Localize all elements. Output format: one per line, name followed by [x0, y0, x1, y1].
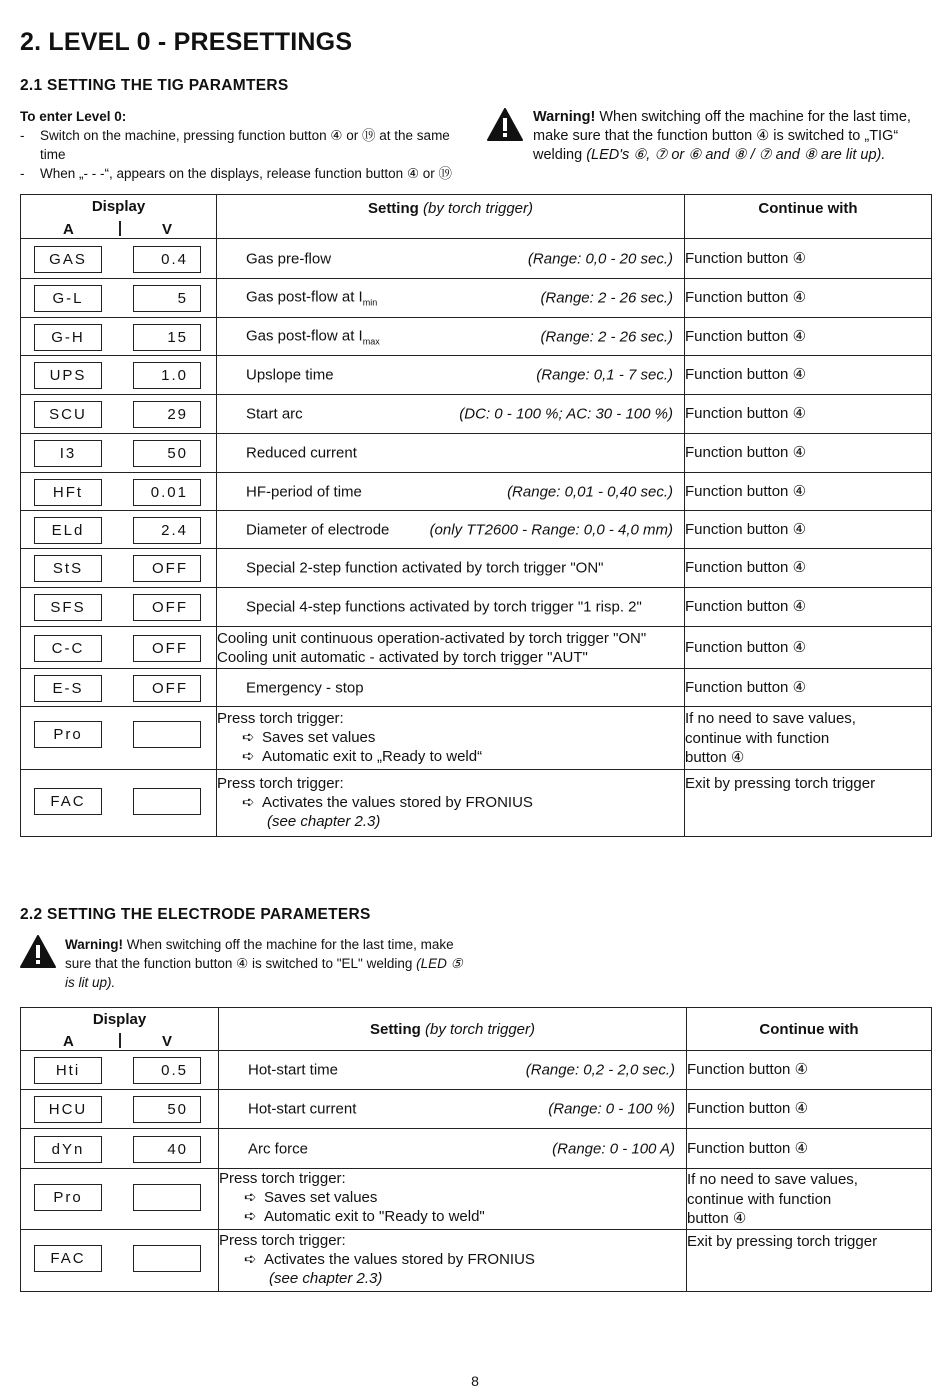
display-cell	[21, 770, 217, 837]
table-row	[21, 549, 932, 588]
display-v: 15	[133, 324, 201, 351]
table-row	[21, 473, 932, 511]
display-v: 50	[133, 440, 201, 467]
display-cell	[21, 1051, 219, 1090]
display-a: E-S	[34, 675, 102, 702]
continue-cell: Exit by pressing torch trigger	[685, 770, 932, 837]
setting-name: Arc force	[248, 1140, 309, 1157]
setting-cell	[217, 669, 685, 707]
continue-cell: Function button ④	[687, 1090, 932, 1129]
table-row-pro	[21, 707, 932, 770]
display-a: UPS	[34, 362, 102, 389]
setting-range: (Range: 0,0 - 20 sec.)	[527, 250, 673, 267]
table-row	[21, 395, 932, 434]
display-a: dYn	[34, 1136, 102, 1163]
display-cell	[21, 395, 217, 434]
setting-range: (Range: 0,2 - 2,0 sec.)	[525, 1061, 675, 1079]
table-row	[21, 1090, 932, 1129]
display-a: FAC	[34, 788, 102, 815]
setting-range: (only TT2600 - Range: 0,0 - 4,0 mm)	[429, 521, 673, 538]
display-v: OFF	[133, 675, 201, 702]
display-v: OFF	[133, 555, 201, 582]
setting-subscript: min	[362, 297, 378, 308]
table-header	[21, 1008, 932, 1051]
setting-range: (Range: 2 - 26 sec.)	[540, 289, 673, 307]
table-row	[21, 279, 932, 318]
display-cell	[21, 318, 217, 356]
setting-subscript: max	[362, 336, 380, 346]
continue-cell: Function button ④	[685, 627, 932, 669]
display-cell	[21, 1229, 219, 1291]
table-row	[21, 511, 932, 549]
table-row	[21, 669, 932, 707]
setting-cell	[217, 318, 685, 356]
display-v	[133, 721, 201, 748]
setting-range: (Range: 2 - 26 sec.)	[540, 328, 673, 345]
setting-range: (Range: 0 - 100 A)	[552, 1140, 675, 1157]
setting-cell	[217, 511, 685, 549]
display-cell	[21, 669, 217, 707]
warning-icon	[487, 108, 523, 142]
table-row	[21, 239, 932, 279]
display-v	[133, 788, 201, 815]
display-cell	[21, 1169, 219, 1230]
table-row	[21, 434, 932, 473]
setting-name: Diameter of electrode	[246, 521, 390, 538]
display-a: HFt	[34, 479, 102, 506]
display-v: 29	[133, 401, 201, 428]
table-row	[21, 356, 932, 395]
intro-item: - When „- - -“, appears on the displays, release function button ④ or ⑲	[20, 166, 453, 181]
display-cell	[21, 473, 217, 511]
table-row-pro	[21, 1169, 932, 1230]
display-a: FAC	[34, 1245, 102, 1272]
display-a: G-H	[34, 324, 102, 351]
arrow-icon: ➪	[244, 1250, 257, 1268]
setting-cell: Press torch trigger: ➪ Activates the values stored by FRONIUS (see chapter 2.3)	[219, 1229, 687, 1291]
setting-cell	[217, 434, 685, 473]
setting-cell	[217, 588, 685, 627]
display-cell	[21, 239, 217, 279]
setting-cell	[217, 395, 685, 434]
continue-cell: Function button ④	[685, 511, 932, 549]
setting-header: Setting (by torch trigger)	[219, 1008, 687, 1051]
display-a: SCU	[34, 401, 102, 428]
display-cell	[21, 588, 217, 627]
continue-cell: Function button ④	[685, 588, 932, 627]
display-cell	[21, 356, 217, 395]
arrow-icon: ➪	[244, 1189, 257, 1206]
setting-cell: Cooling unit continuous operation-activated by torch trigger "ON" Cooling unit automatic - activated by torch trigger "AUT"	[217, 627, 685, 669]
section-heading-tig: 2.1 SETTING THE TIG PARAMTERS	[20, 77, 289, 94]
display-a: I3	[34, 440, 102, 467]
setting-name: Hot-start current	[248, 1100, 357, 1118]
arrow-icon: ➪	[242, 794, 255, 811]
continue-cell: Function button ④	[685, 434, 932, 473]
table-row	[21, 588, 932, 627]
setting-name: Start arc	[246, 405, 303, 423]
intro-item: - Switch on the machine, pressing function button ④ or ⑲ at the same time	[20, 128, 450, 162]
display-a: Pro	[34, 1184, 102, 1211]
continue-cell: Function button ④	[685, 549, 932, 588]
setting-name: Reduced current	[246, 444, 357, 462]
arrow-icon: ➪	[242, 729, 255, 746]
continue-cell: Function button ④	[685, 669, 932, 707]
display-v: OFF	[133, 594, 201, 621]
display-cell	[21, 1090, 219, 1129]
warning-text: Warning! When switching off the machine for the last time, make sure that the function button ④ is switched to „TIG“ welding (LED's ⑥, ⑦ or ⑥ and ⑧ / ⑦ and ⑧ are lit up).	[533, 109, 911, 163]
setting-name: HF-period of time	[246, 483, 362, 500]
display-a: ELd	[34, 517, 102, 544]
arrow-icon: ➪	[244, 1208, 257, 1225]
table-row	[21, 318, 932, 356]
continue-cell: Function button ④	[685, 318, 932, 356]
display-cell	[21, 511, 217, 549]
setting-cell	[217, 473, 685, 511]
display-a: G-L	[34, 285, 102, 312]
setting-cell	[219, 1129, 687, 1169]
setting-cell: Press torch trigger: ➪ Saves set values ➪ Automatic exit to „Ready to weld“	[217, 707, 685, 770]
continue-cell: Function button ④	[685, 356, 932, 395]
display-a: SFS	[34, 594, 102, 621]
continue-header: Continue with	[687, 1008, 932, 1051]
continue-cell: If no need to save values, continue with function button ④	[685, 707, 932, 770]
display-v: 0.4	[133, 246, 201, 273]
display-a: Hti	[34, 1057, 102, 1084]
display-v	[133, 1184, 201, 1211]
continue-cell: Function button ④	[685, 279, 932, 318]
setting-range: (Range: 0,01 - 0,40 sec.)	[507, 483, 673, 500]
display-v: 40	[133, 1136, 201, 1163]
intro-instructions	[20, 107, 475, 183]
setting-cell	[217, 239, 685, 279]
setting-range: (Range: 0,1 - 7 sec.)	[536, 366, 673, 384]
display-a: C-C	[34, 635, 102, 662]
electrode-parameter-table	[20, 1007, 932, 1292]
display-header: Display A V	[21, 195, 217, 239]
display-v: 2.4	[133, 517, 201, 544]
setting-cell	[219, 1090, 687, 1129]
display-a: GAS	[34, 246, 102, 273]
continue-cell: Function button ④	[687, 1129, 932, 1169]
setting-cell: Press torch trigger: ➪ Activates the values stored by FRONIUS (see chapter 2.3)	[217, 770, 685, 837]
intro-label: To enter Level 0:	[20, 109, 127, 124]
display-cell	[21, 434, 217, 473]
display-cell	[21, 279, 217, 318]
table-row	[21, 1051, 932, 1090]
display-cell	[21, 707, 217, 770]
display-v: 1.0	[133, 362, 201, 389]
continue-cell: Function button ④	[685, 239, 932, 279]
display-v: 0.5	[133, 1057, 201, 1084]
continue-cell: If no need to save values, continue with function button ④	[687, 1169, 932, 1230]
continue-cell: Function button ④	[685, 473, 932, 511]
continue-cell: Function button ④	[687, 1051, 932, 1090]
setting-cell	[219, 1051, 687, 1090]
setting-name: Upslope time	[246, 366, 334, 384]
section-heading-electrode: 2.2 SETTING THE ELECTRODE PARAMETERS	[20, 906, 371, 923]
setting-name: Hot-start time	[248, 1061, 339, 1079]
display-header: Display A V	[21, 1008, 219, 1051]
setting-cell	[217, 549, 685, 588]
table-row-fac	[21, 1229, 932, 1291]
setting-cell	[217, 356, 685, 395]
display-v: OFF	[133, 635, 201, 662]
display-a: HCU	[34, 1096, 102, 1123]
arrow-icon: ➪	[242, 748, 255, 765]
setting-range: (DC: 0 - 100 %; AC: 30 - 100 %)	[459, 405, 673, 423]
setting-name: Gas pre-flow	[246, 250, 332, 267]
setting-name: Gas post-flow at I	[246, 288, 363, 306]
table-row	[21, 627, 932, 669]
display-a: StS	[34, 555, 102, 582]
setting-cell	[217, 279, 685, 318]
tig-parameter-table	[20, 194, 932, 837]
setting-cell: Press torch trigger: ➪ Saves set values ➪ Automatic exit to "Ready to weld"	[219, 1169, 687, 1230]
page-number: 8	[471, 1373, 479, 1389]
setting-header: Setting (by torch trigger)	[217, 195, 685, 239]
warning-text: Warning! When switching off the machine for the last time, make sure that the function button ④ is switched to "EL" welding (LED ⑤ is lit up).	[65, 937, 463, 990]
continue-header: Continue with	[685, 195, 932, 239]
display-v: 0.01	[133, 479, 201, 506]
display-v: 5	[133, 285, 201, 312]
table-row	[21, 1129, 932, 1169]
table-header	[21, 195, 932, 239]
table-row-fac	[21, 770, 932, 837]
continue-cell: Exit by pressing torch trigger	[687, 1229, 932, 1291]
setting-name: Gas post-flow at I	[246, 327, 363, 344]
setting-range: (Range: 0 - 100 %)	[548, 1100, 675, 1118]
setting-name: Emergency - stop	[246, 679, 364, 696]
display-v	[133, 1245, 201, 1272]
display-cell	[21, 549, 217, 588]
display-cell	[21, 1129, 219, 1169]
display-a: Pro	[34, 721, 102, 748]
warning-icon	[20, 935, 56, 969]
display-v: 50	[133, 1096, 201, 1123]
display-cell	[21, 627, 217, 669]
page-title: 2. LEVEL 0 - PRESETTINGS	[20, 28, 353, 56]
setting-name: Special 2-step function activated by torch trigger "ON"	[246, 559, 604, 577]
setting-name: Special 4-step functions activated by torch trigger "1 risp. 2"	[246, 598, 642, 616]
continue-cell: Function button ④	[685, 395, 932, 434]
